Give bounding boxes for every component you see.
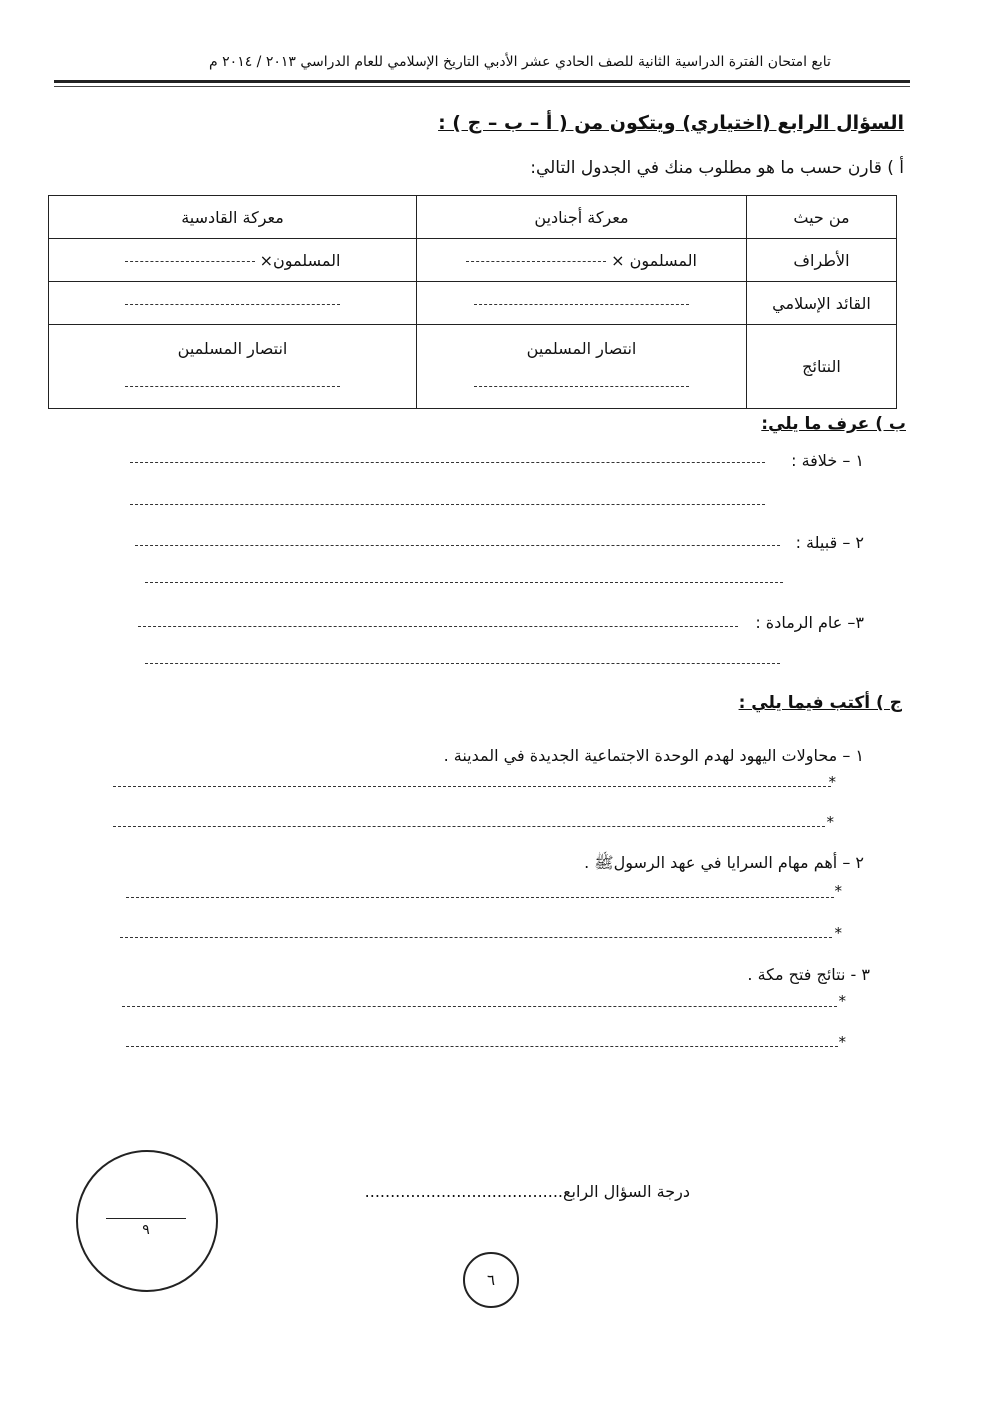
page-number: ٦	[463, 1252, 519, 1308]
write-item-2: ٢ – أهم مهام السرايا في عهد الرسولﷺ .	[584, 853, 864, 872]
table-row	[49, 239, 897, 282]
table-row	[49, 196, 897, 239]
header-cell: معركة أجنادين	[417, 196, 747, 239]
bullet-star: *	[838, 992, 846, 1010]
answer-blank	[125, 261, 255, 262]
bullet-star: *	[834, 882, 842, 900]
answer-line[interactable]	[135, 545, 780, 546]
definition-item-3: ٣– عام الرمادة :	[755, 613, 864, 632]
row-label: الأطراف	[747, 239, 897, 282]
answer-line[interactable]	[126, 1046, 838, 1047]
answer-line[interactable]	[138, 626, 738, 627]
part-a-instruction: أ ) قارن حسب ما هو مطلوب منك في الجدول التالي:	[530, 158, 904, 178]
grade-label: درجة السؤال الرابع.......................................	[364, 1182, 690, 1201]
bullet-star: *	[838, 1033, 846, 1051]
exam-header: تابع امتحان الفترة الدراسية الثانية للصف الحادي عشر الأدبي التاريخ الإسلامي للعام الدراسي ٢٠١٣ / ٢٠١٤ م	[209, 54, 831, 70]
cell-text: المسلمون×	[254, 250, 341, 270]
cell-text: المسلمون ×	[606, 250, 697, 270]
answer-cell[interactable]	[417, 239, 747, 282]
row-label: القائد الإسلامي	[747, 282, 897, 325]
fraction-line	[106, 1218, 186, 1219]
header-rule-thick	[54, 80, 910, 83]
answer-line[interactable]	[145, 663, 780, 664]
answer-cell[interactable]	[417, 325, 747, 409]
table-row	[49, 325, 897, 409]
answer-line[interactable]	[130, 504, 765, 505]
header-cell: من حيث	[747, 196, 897, 239]
answer-cell[interactable]	[417, 282, 747, 325]
answer-line[interactable]	[130, 462, 765, 463]
answer-blank	[474, 304, 689, 305]
answer-line[interactable]	[126, 897, 834, 898]
write-item-1: ١ – محاولات اليهود لهدم الوحدة الاجتماعية الجديدة في المدينة .	[443, 746, 864, 765]
answer-line[interactable]	[120, 937, 832, 938]
answer-blank	[125, 304, 340, 305]
definition-item-1: ١ – خلافة :	[791, 451, 864, 470]
answer-blank	[474, 386, 689, 387]
row-label: النتائج	[747, 325, 897, 409]
answer-line[interactable]	[122, 1006, 837, 1007]
bullet-star: *	[828, 773, 836, 791]
table-row	[49, 282, 897, 325]
definition-item-2: ٢ – قبيلة :	[795, 533, 864, 552]
comparison-table	[48, 195, 897, 409]
answer-blank	[125, 386, 340, 387]
question-title: السؤال الرابع (اختياري) ويتكون من ( أ – ب – ج ) :	[438, 112, 904, 134]
bullet-star: *	[834, 924, 842, 942]
answer-cell[interactable]	[49, 325, 417, 409]
answer-line[interactable]	[113, 826, 825, 827]
answer-blank	[466, 261, 606, 262]
answer-line[interactable]	[145, 582, 783, 583]
answer-cell[interactable]	[49, 282, 417, 325]
cell-text: انتصار المسلمين	[177, 338, 288, 358]
part-c-title: ج ) أكتب فيما يلي :	[738, 693, 902, 713]
answer-line[interactable]	[113, 786, 831, 787]
answer-cell[interactable]	[49, 239, 417, 282]
grade-circle[interactable]	[76, 1150, 218, 1292]
header-rule-thin	[54, 86, 910, 87]
write-item-3: ٣ - نتائج فتح مكة .	[747, 965, 870, 984]
bullet-star: *	[826, 813, 834, 831]
part-b-title: ب ) عرف ما يلي:	[761, 414, 906, 434]
cell-text: انتصار المسلمين	[526, 338, 637, 358]
header-cell: معركة القادسية	[49, 196, 417, 239]
grade-total: ٩	[142, 1222, 150, 1238]
